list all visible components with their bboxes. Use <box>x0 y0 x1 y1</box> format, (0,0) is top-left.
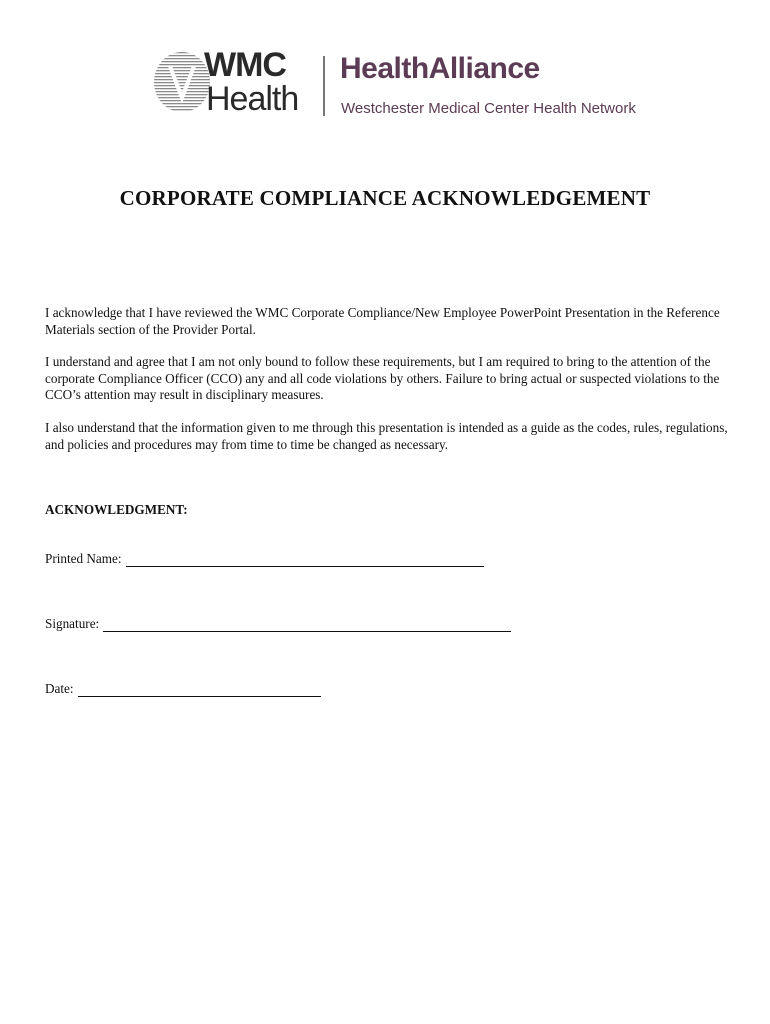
paragraph-agreement: I understand and agree that I am not only bound to follow these requirements, but I am required to bring to the attention of the corporate Compliance Officer (CCO) any and all code violations by others. Failure to bring actual or suspected violations to the CCO’s attention may result in disciplinary measures. <box>45 354 720 402</box>
paragraph-acknowledge: I acknowledge that I have reviewed the WMC Corporate Compliance/New Employee PowerPoint Presentation in the Reference Materials section of the Provider Portal. <box>45 305 720 337</box>
acknowledgment-heading: ACKNOWLEDGMENT: <box>45 502 188 517</box>
paragraph-understanding: I also understand that the information given to me through this presentation is intended as a guide as the codes, rules, regulations, and policies and procedures may from time to time be changed as necessary. <box>45 420 728 452</box>
signature-field[interactable] <box>45 616 511 632</box>
document-title: CORPORATE COMPLIANCE ACKNOWLEDGEMENT <box>119 186 651 210</box>
date-line[interactable] <box>78 683 321 697</box>
date-field[interactable] <box>45 681 321 697</box>
signature-label: Signature: <box>45 616 100 631</box>
printed-name-line[interactable] <box>126 553 484 567</box>
logo-wmc-text: WMC <box>204 46 286 84</box>
logo-health-text: Health <box>206 80 299 118</box>
signature-line[interactable] <box>103 618 511 632</box>
date-label: Date: <box>45 681 74 696</box>
printed-name-field[interactable] <box>45 551 484 567</box>
wmc-healthalliance-logo <box>150 40 636 130</box>
logo-network-text: Westchester Medical Center Health Network <box>341 100 636 117</box>
logo-healthalliance-text: HealthAlliance <box>340 52 540 85</box>
logo-divider <box>323 56 325 116</box>
printed-name-label: Printed Name: <box>45 551 122 566</box>
